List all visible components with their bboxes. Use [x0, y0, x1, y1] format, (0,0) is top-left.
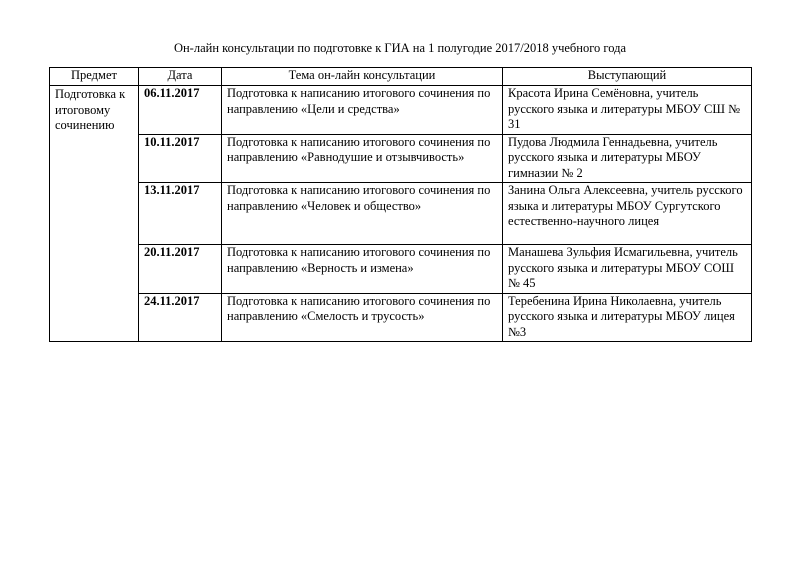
speaker-cell: Пудова Людмила Геннадьевна, учитель русского языка и литературы МБОУ гимназии № 2 — [503, 134, 752, 183]
speaker-cell: Занина Ольга Алексеевна, учитель русского языка и литературы МБОУ Сургутского естественно-научного лицея — [503, 183, 752, 245]
speaker-cell: Красота Ирина Семёновна, учитель русского языка и литературы МБОУ СШ № 31 — [503, 86, 752, 135]
speaker-cell: Теребенина Ирина Николаевна, учитель русского языка и литературы МБОУ лицея №3 — [503, 293, 752, 342]
table-header-row — [50, 68, 752, 86]
topic-cell: Подготовка к написанию итогового сочинения по направлению «Равнодушие и отзывчивость» — [222, 134, 503, 183]
topic-cell: Подготовка к написанию итогового сочинения по направлению «Человек и общество» — [222, 183, 503, 245]
date-cell: 06.11.2017 — [139, 86, 222, 135]
topic-cell: Подготовка к написанию итогового сочинения по направлению «Верность и измена» — [222, 245, 503, 294]
subject-cell: Подготовка к итоговому сочинению — [50, 86, 139, 342]
page-title: Он-лайн консультации по подготовке к ГИА на 1 полугодие 2017/2018 учебного года — [173, 41, 627, 55]
speaker-cell: Манашева Зульфия Исмагильевна, учитель русского языка и литературы МБОУ СОШ № 45 — [503, 245, 752, 294]
table-row — [50, 134, 752, 183]
date-cell: 24.11.2017 — [139, 293, 222, 342]
header-topic: Тема он-лайн консультации — [222, 68, 503, 86]
table-row — [50, 86, 752, 135]
table-row — [50, 183, 752, 245]
date-cell: 10.11.2017 — [139, 134, 222, 183]
table-row — [50, 293, 752, 342]
topic-cell: Подготовка к написанию итогового сочинения по направлению «Смелость и трусость» — [222, 293, 503, 342]
header-date: Дата — [139, 68, 222, 86]
date-cell: 20.11.2017 — [139, 245, 222, 294]
date-cell: 13.11.2017 — [139, 183, 222, 245]
table-row — [50, 245, 752, 294]
header-speaker: Выступающий — [503, 68, 752, 86]
topic-cell: Подготовка к написанию итогового сочинения по направлению «Цели и средства» — [222, 86, 503, 135]
header-subject: Предмет — [50, 68, 139, 86]
consultation-schedule-table — [49, 67, 752, 342]
